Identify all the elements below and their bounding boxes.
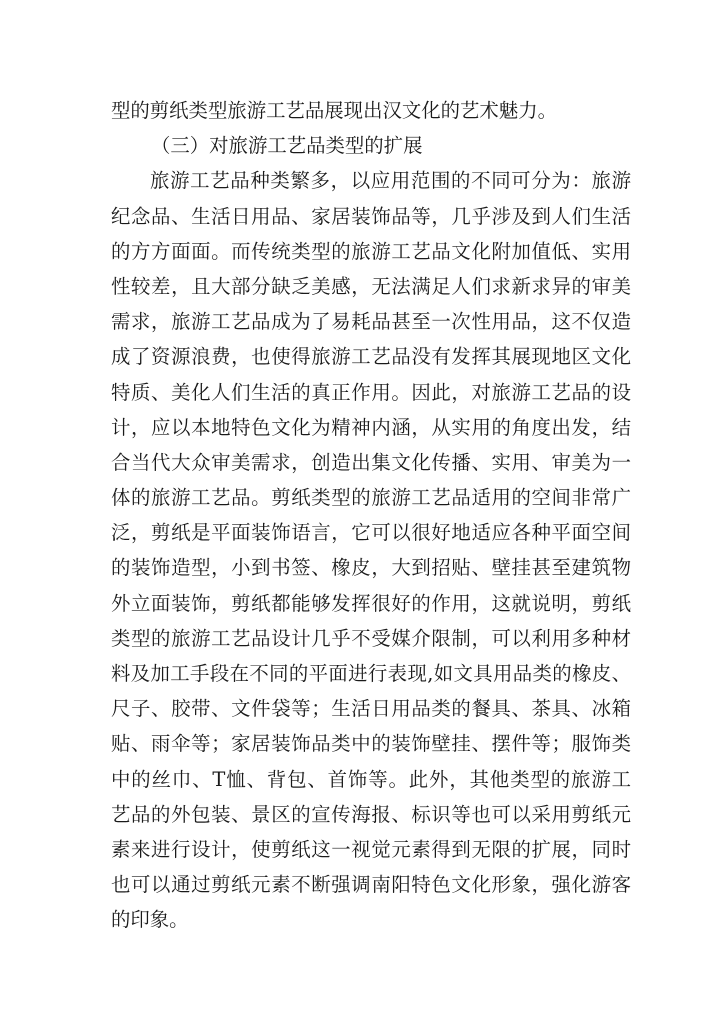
paragraph-line: 尺子、胶带、文件袋等；生活日用品类的餐具、茶具、冰箱: [111, 697, 631, 721]
section-heading: （三）对旅游工艺品类型的扩展: [151, 134, 423, 158]
paragraph-line: 泛，剪纸是平面装饰语言，它可以很好地适应各种平面空间: [111, 521, 631, 545]
document-body: [111, 93, 631, 938]
paragraph-line: 性较差，且大部分缺乏美感，无法满足人们求新求异的审美: [111, 274, 631, 298]
paragraph-line: 成了资源浪费，也使得旅游工艺品没有发挥其展现地区文化: [111, 345, 631, 369]
paragraph-line: 的装饰造型，小到书签、橡皮，大到招贴、壁挂甚至建筑物: [111, 556, 631, 580]
paragraph-line: 体的旅游工艺品。剪纸类型的旅游工艺品适用的空间非常广: [111, 486, 631, 510]
paragraph-line: 合当代大众审美需求，创造出集文化传播、实用、审美为一: [111, 450, 631, 474]
paragraph-line: 贴、雨伞等；家居装饰品类中的装饰壁挂、摆件等；服饰类: [111, 732, 631, 756]
paragraph-line: 计，应以本地特色文化为精神内涵，从实用的角度出发，结: [111, 415, 631, 439]
paragraph-line: 素来进行设计，使剪纸这一视觉元素得到无限的扩展，同时: [111, 837, 631, 861]
paragraph-line: 中的丝巾、T恤、背包、首饰等。此外，其他类型的旅游工: [111, 767, 631, 791]
paragraph-line: 的方方面面。而传统类型的旅游工艺品文化附加值低、实用: [111, 239, 631, 263]
paragraph-line: 也可以通过剪纸元素不断强调南阳特色文化形象，强化游客: [111, 873, 631, 897]
paragraph-line: 纪念品、生活日用品、家居装饰品等，几乎涉及到人们生活: [111, 204, 631, 228]
paragraph-line: 特质、美化人们生活的真正作用。因此，对旅游工艺品的设: [111, 380, 631, 404]
intro-line: 型的剪纸类型旅游工艺品展现出汉文化的艺术魅力。: [111, 99, 557, 122]
paragraph-line: 需求，旅游工艺品成为了易耗品甚至一次性用品，这不仅造: [111, 310, 631, 334]
paragraph-line: 类型的旅游工艺品设计几乎不受媒介限制，可以利用多种材: [111, 626, 631, 650]
paragraph-line: 的印象。: [111, 908, 189, 932]
paragraph-line: 旅游工艺品种类繁多，以应用范围的不同可分为：旅游: [150, 169, 631, 193]
paragraph-line: 外立面装饰，剪纸都能够发挥很好的作用，这就说明，剪纸: [111, 591, 631, 615]
paragraph-line: 艺品的外包装、景区的宣传海报、标识等也可以采用剪纸元: [111, 802, 631, 826]
paragraph-line: 料及加工手段在不同的平面进行表现,如文具用品类的橡皮、: [111, 662, 631, 685]
